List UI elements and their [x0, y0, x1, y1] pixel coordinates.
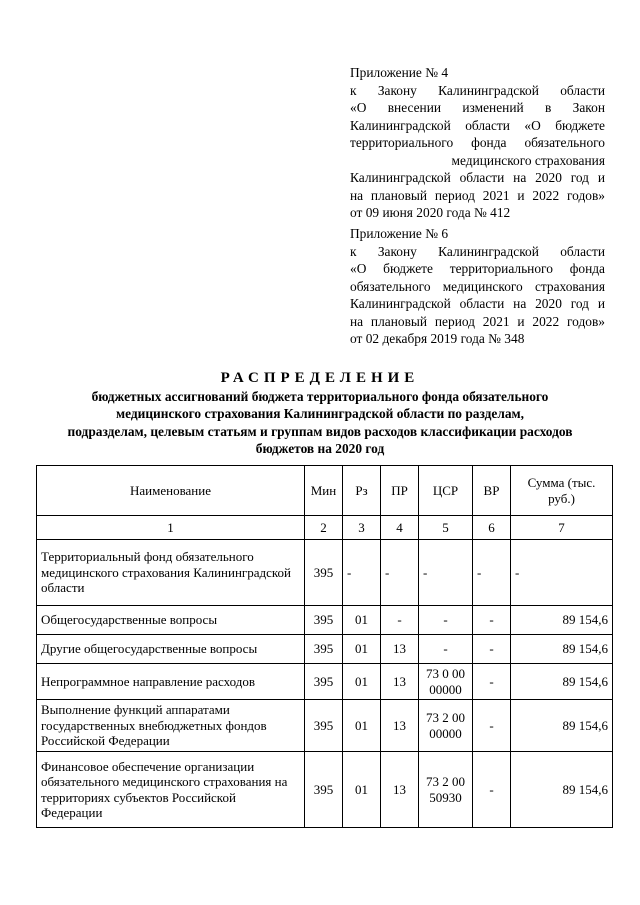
row-min: 395	[305, 635, 343, 664]
row-name: Выполнение функций аппаратами государственных внебюджетных фондов Российской Федерации	[37, 700, 305, 752]
row-sum: 89 154,6	[511, 664, 613, 700]
header-name: Наименование	[37, 466, 305, 516]
header-pr: ПР	[381, 466, 419, 516]
row-vr: -	[473, 606, 511, 635]
column-number: 1	[37, 516, 305, 540]
annex-6-line: на плановый период 2021 и 2022 годов»	[350, 313, 605, 329]
annex-6-block	[350, 225, 605, 348]
row-vr: -	[473, 540, 511, 606]
column-number: 3	[343, 516, 381, 540]
row-csr: 73 2 00 00000	[419, 700, 473, 752]
annex-4-line: территориального фонда обязательного	[350, 135, 605, 150]
row-name: Финансовое обеспечение организации обязательного медицинского страхования на территориях субъектов Российской Федерации	[37, 752, 305, 828]
annex-4-line: «О внесении изменений в Закон	[350, 100, 605, 115]
row-vr: -	[473, 635, 511, 664]
table-row	[37, 752, 613, 828]
annex-6-title: Приложение № 6	[350, 226, 449, 241]
annex-6-line: Калининградской области на 2020 год и	[350, 296, 605, 311]
row-vr: -	[473, 752, 511, 828]
row-min: 395	[305, 606, 343, 635]
row-pr: 13	[381, 700, 419, 752]
row-csr: 73 0 00 00000	[419, 664, 473, 700]
column-number: 4	[381, 516, 419, 540]
annex-6-date: от 02 декабря 2019 года № 348	[350, 331, 525, 346]
document-subtitle-line: медицинского страхования Калининградской области по разделам,	[115, 406, 525, 422]
row-rz: 01	[343, 635, 381, 664]
row-name: Непрограммное направление расходов	[37, 664, 305, 700]
row-sum: 89 154,6	[511, 606, 613, 635]
document-subtitle-line: бюджетных ассигнований бюджета территориального фонда обязательного	[91, 389, 549, 404]
row-sum: 89 154,6	[511, 700, 613, 752]
annex-6-line: «О бюджете территориального фонда	[350, 261, 605, 276]
row-rz: 01	[343, 606, 381, 635]
row-name: Территориальный фонд обязательного медицинского страхования Калининградской области	[37, 540, 305, 606]
table-header-row	[37, 466, 613, 516]
table-row	[37, 700, 613, 752]
row-rz: -	[343, 540, 381, 606]
row-name: Другие общегосударственные вопросы	[37, 635, 305, 664]
row-rz: 01	[343, 664, 381, 700]
annex-4-date: от 09 июня 2020 года № 412	[350, 205, 511, 220]
header-vr: ВР	[473, 466, 511, 516]
row-sum: -	[511, 540, 613, 606]
annex-6-line: к Закону Калининградской области	[350, 243, 605, 259]
column-number: 7	[511, 516, 613, 540]
annex-4-line: на плановый период 2021 и 2022 годов»	[350, 187, 605, 203]
row-rz: 01	[343, 700, 381, 752]
budget-table	[36, 465, 613, 828]
column-number: 6	[473, 516, 511, 540]
row-vr: -	[473, 700, 511, 752]
annex-4-line: к Закону Калининградской области	[350, 82, 605, 98]
annex-4-line: Калининградской области «О бюджете	[350, 117, 605, 133]
document-title: РАСПРЕДЕЛЕНИЕ	[220, 370, 420, 386]
row-pr: -	[381, 540, 419, 606]
row-sum: 89 154,6	[511, 752, 613, 828]
document-heading	[30, 368, 610, 457]
table-row	[37, 635, 613, 664]
header-min: Мин	[305, 466, 343, 516]
row-pr: -	[381, 606, 419, 635]
row-pr: 13	[381, 635, 419, 664]
column-number-row	[37, 516, 613, 540]
row-csr: 73 2 00 50930	[419, 752, 473, 828]
table-row	[37, 540, 613, 606]
row-name: Общегосударственные вопросы	[37, 606, 305, 635]
row-vr: -	[473, 664, 511, 700]
annex-6-line: обязательного медицинского страхования	[350, 278, 605, 294]
row-min: 395	[305, 664, 343, 700]
row-csr: -	[419, 606, 473, 635]
annex-4-title: Приложение № 4	[350, 65, 449, 80]
annex-4-block	[350, 64, 605, 222]
column-number: 2	[305, 516, 343, 540]
document-subtitle-line: подразделам, целевым статьям и группам видов расходов классификации расходов	[67, 423, 573, 439]
row-min: 395	[305, 700, 343, 752]
document-subtitle-line: бюджетов на 2020 год	[255, 440, 385, 456]
annex-4-line: медицинского страхования	[451, 152, 605, 168]
row-sum: 89 154,6	[511, 635, 613, 664]
table-row	[37, 606, 613, 635]
row-min: 395	[305, 752, 343, 828]
header-rz: Рз	[343, 466, 381, 516]
annex-4-line: Калининградской области на 2020 год и	[350, 170, 605, 185]
row-min: 395	[305, 540, 343, 606]
row-pr: 13	[381, 664, 419, 700]
row-pr: 13	[381, 752, 419, 828]
row-csr: -	[419, 540, 473, 606]
row-csr: -	[419, 635, 473, 664]
column-number: 5	[419, 516, 473, 540]
header-csr: ЦСР	[419, 466, 473, 516]
header-sum: Сумма (тыс. руб.)	[511, 466, 613, 516]
row-rz: 01	[343, 752, 381, 828]
table-row	[37, 664, 613, 700]
